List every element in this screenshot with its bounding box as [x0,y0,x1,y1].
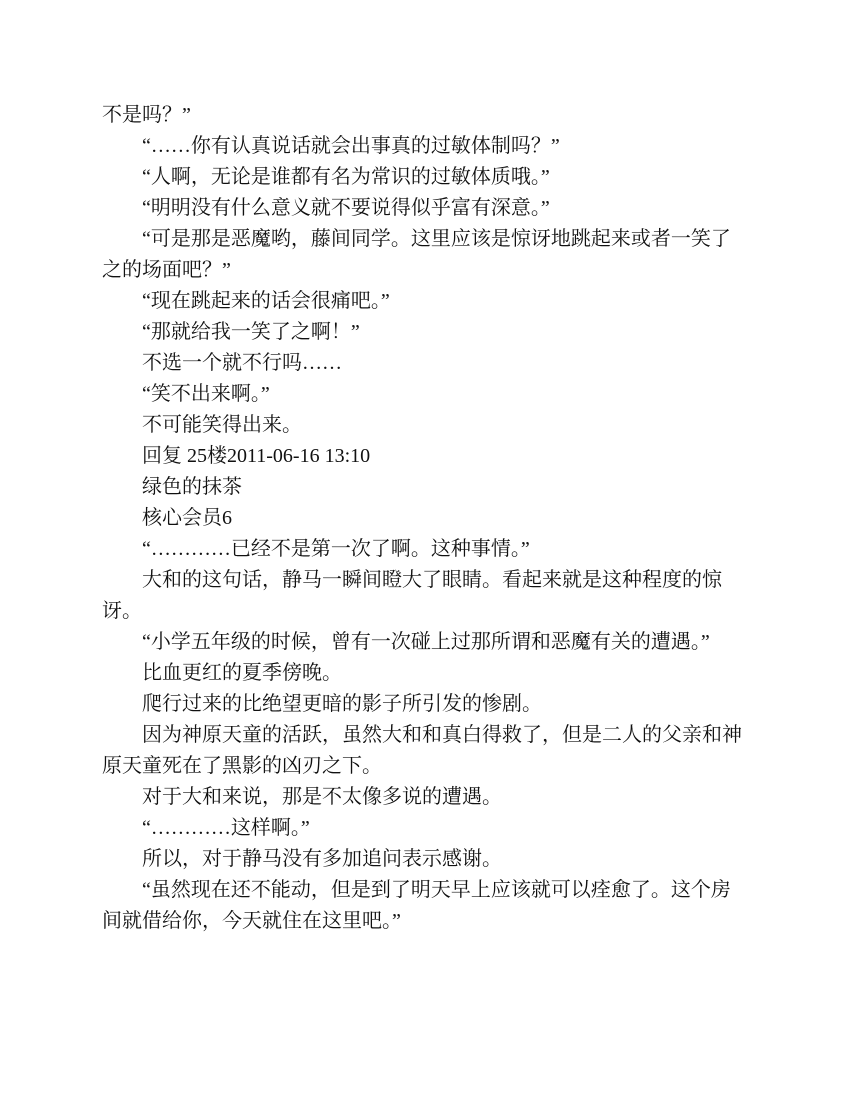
paragraph: “可是那是恶魔哟，藤间同学。这里应该是惊讶地跳起来或者一笑了之的场面吧？” [102,228,731,281]
paragraph: “小学五年级的时候，曾有一次碰上过那所谓和恶魔有关的遭遇。” [142,631,710,653]
paragraph: 大和的这句话，静马一瞬间瞪大了眼睛。看起来就是这种程度的惊讶。 [102,569,722,622]
paragraph: “笑不出来啊。” [142,383,270,405]
paragraph: “人啊，无论是谁都有名为常识的过敏体质哦。” [142,166,550,188]
document-body [102,100,750,937]
paragraph: “…………这样啊。” [142,817,310,839]
author-name: 绿色的抹茶 [142,476,242,498]
paragraph: “……你有认真说话就会出事真的过敏体制吗？” [142,135,560,157]
paragraph: “那就给我一笑了之啊！” [142,321,360,343]
paragraph: 比血更红的夏季傍晚。 [142,662,342,684]
paragraph: 所以，对于静马没有多加追问表示感谢。 [142,848,502,870]
paragraph: “虽然现在还不能动，但是到了明天早上应该就可以痊愈了。这个房间就借给你，今天就住在这里吧。” [102,879,731,932]
paragraph: 对于大和来说，那是不太像多说的遭遇。 [142,786,502,808]
paragraph: “现在跳起来的话会很痛吧。” [142,290,390,312]
reply-floor-line: 回复 25楼2011-06-16 13:10 [142,445,371,467]
paragraph: “…………已经不是第一次了啊。这种事情。” [142,538,530,560]
paragraph: 不选一个就不行吗…… [142,352,342,374]
paragraph: 因为神原天童的活跃，虽然大和和真白得救了，但是二人的父亲和神原天童死在了黑影的凶刃之下。 [102,724,742,777]
member-level: 核心会员6 [142,507,232,529]
paragraph: 不可能笑得出来。 [142,414,302,436]
paragraph: 爬行过来的比绝望更暗的影子所引发的惨剧。 [142,693,542,715]
paragraph: 不是吗？” [102,104,191,126]
paragraph: “明明没有什么意义就不要说得似乎富有深意。” [142,197,550,219]
